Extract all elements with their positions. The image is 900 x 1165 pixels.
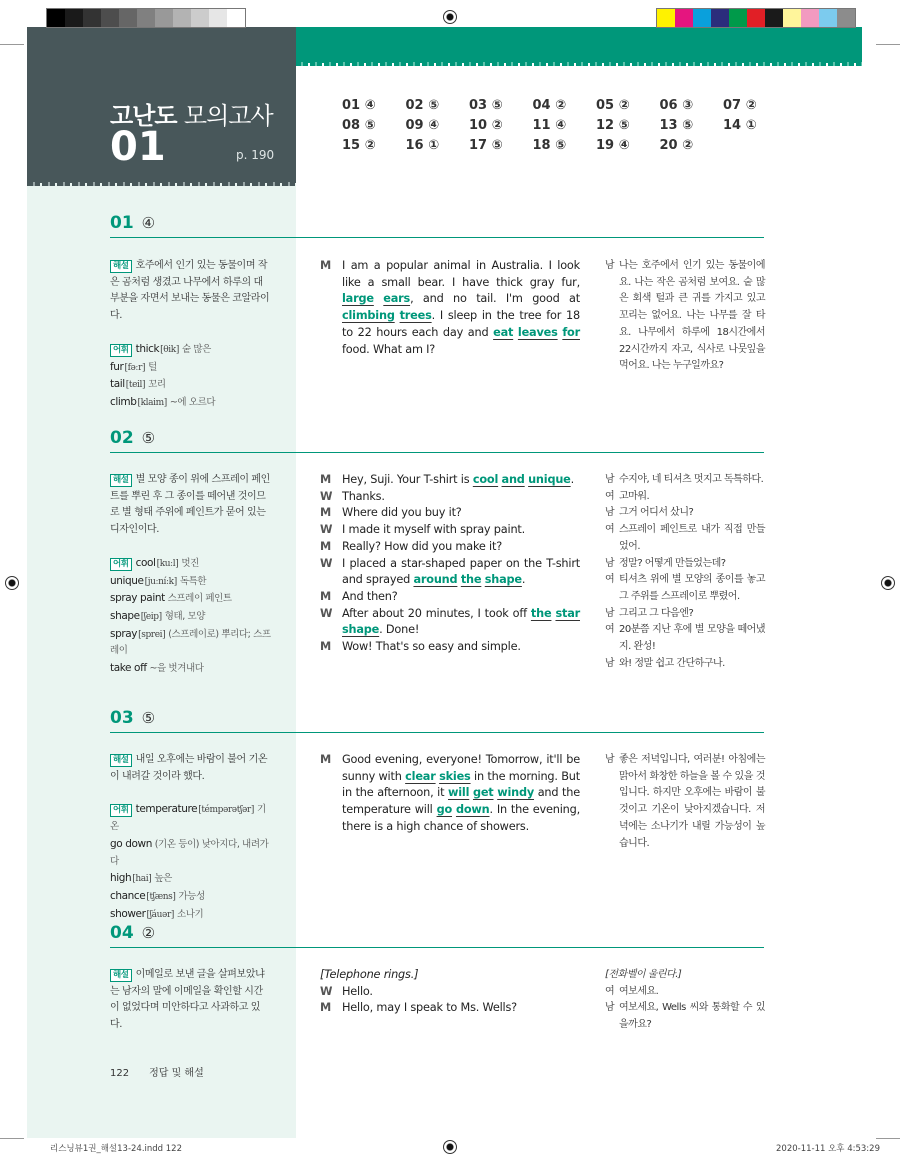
color-swatch <box>83 9 101 27</box>
translation-line <box>605 258 765 375</box>
question-answer: ② <box>141 924 156 942</box>
color-swatch <box>675 9 693 27</box>
key-word: get <box>472 786 494 800</box>
explanation-tag: 해설 <box>110 474 132 487</box>
vocab-item <box>110 626 272 660</box>
key-word: and <box>501 473 525 486</box>
vocab-word: spray <box>110 627 138 640</box>
crop-mark <box>0 1138 24 1139</box>
script-line <box>320 639 580 656</box>
header-band <box>296 27 862 63</box>
text-segment: Hello. <box>342 984 373 998</box>
translation-line <box>605 472 765 489</box>
text-segment: . I sleep in the tree for 18 to 22 hours each day and <box>342 309 580 339</box>
question-answer: ④ <box>141 214 156 232</box>
footer-section-name: 정답 및 해설 <box>149 1068 204 1079</box>
explanation-column <box>110 967 272 1034</box>
script-text <box>342 1000 580 1017</box>
vocab-meaning: 독특한 <box>179 575 207 587</box>
vocab-meaning: 꼬리 <box>148 379 166 391</box>
speaker-label: 남 <box>605 557 615 569</box>
answer-item: 10 ② <box>469 118 503 133</box>
speaker-label: M <box>320 1001 332 1015</box>
vocab-item <box>110 801 272 835</box>
vocab-item <box>110 660 272 678</box>
vocab-item <box>110 836 272 870</box>
script-text <box>342 489 580 506</box>
script-text <box>342 589 580 606</box>
key-word: shape <box>484 573 522 587</box>
translation-line <box>605 505 765 522</box>
question-number: 02 <box>110 428 134 448</box>
translation-column <box>605 967 765 1034</box>
translation-column <box>605 752 765 852</box>
vocab-word: spray paint <box>110 592 165 605</box>
speaker-label: W <box>320 489 333 503</box>
vocab-pronunciation: [fəːr] <box>124 362 146 373</box>
vocab-word: cool <box>135 556 156 569</box>
script-column <box>320 752 580 836</box>
vocab-item <box>110 341 272 359</box>
script-line <box>320 539 580 556</box>
answer-item: 18 ⑤ <box>532 138 567 153</box>
section-heading <box>110 923 764 948</box>
vocab-meaning: 소나기 <box>176 908 204 920</box>
script-text <box>342 752 580 836</box>
text-segment: I am a popular animal in Australia. I look like a small bear. I have thick gray fur, <box>342 259 580 289</box>
color-swatch <box>693 9 711 27</box>
key-word: skies <box>439 769 471 783</box>
vocab-item <box>110 608 272 626</box>
speaker-label: 남 <box>605 657 615 669</box>
key-word: clear <box>405 769 436 783</box>
translation-line <box>605 656 765 673</box>
script-text <box>342 505 580 522</box>
page-reference: p. 190 <box>236 148 275 162</box>
text-segment: After about 20 minutes, I took off <box>342 606 531 620</box>
key-word: for <box>562 325 580 339</box>
explanation-text: 호주에서 인기 있는 동물이며 작은 곰처럼 생겼고 나무에서 하루의 대부분을 자면서 보내는 동물은 코알라이다. <box>110 260 270 322</box>
vocab-word: chance <box>110 889 146 902</box>
speaker-label: 남 <box>605 607 615 619</box>
speaker-label: M <box>320 506 332 520</box>
key-word: unique <box>528 473 571 486</box>
translation-line <box>605 1000 765 1033</box>
question-number: 01 <box>110 213 134 233</box>
speaker-label: M <box>320 259 332 272</box>
text-segment: . <box>521 573 526 587</box>
vocab-word: temperature <box>135 803 198 816</box>
vocab-word: climb <box>110 395 137 408</box>
key-word: ears <box>383 292 411 306</box>
title-light: 모의고사 <box>183 102 273 130</box>
vocab-meaning: 형태, 모양 <box>164 610 206 622</box>
page-footer <box>110 1064 204 1079</box>
vocab-item <box>110 906 272 924</box>
vocab-word: shower <box>110 907 146 920</box>
vocab-pronunciation: [kuːl] <box>156 558 179 569</box>
color-swatch <box>819 9 837 27</box>
text-segment: . In the evening, there is a high chance of showers. <box>342 803 580 833</box>
vocab-pronunciation: [sprei] <box>138 629 166 640</box>
answer-item: 20 ② <box>659 138 694 153</box>
question-number: 04 <box>110 923 134 943</box>
text-segment: Wow! That's so easy and simple. <box>342 640 521 654</box>
vocab-pronunciation: [klaim] <box>137 397 167 408</box>
translation-line <box>605 606 765 623</box>
script-text <box>342 539 580 556</box>
speaker-label: W <box>320 523 333 537</box>
script-text <box>342 556 580 589</box>
speaker-label: 남 <box>605 754 615 765</box>
answer-item: 06 ③ <box>659 98 694 113</box>
vocab-item <box>110 573 272 591</box>
vocab-item <box>110 870 272 888</box>
translation-text: 여보세요. <box>619 985 659 997</box>
answer-item: 03 ⑤ <box>469 98 503 113</box>
vocab-meaning: 숱 많은 <box>181 343 211 355</box>
answer-item: 04 ② <box>532 98 567 113</box>
speaker-label: 남 <box>605 260 615 271</box>
color-swatch <box>227 9 245 27</box>
text-segment: Hey, Suji. Your T-shirt is <box>342 473 473 486</box>
translation-line <box>605 984 765 1001</box>
text-segment: Good evening, everyone! Tomorrow, it'll be sunny with <box>342 753 580 783</box>
vocab-meaning: 털 <box>148 361 157 373</box>
vocab-word: take off <box>110 662 147 675</box>
question-number: 03 <box>110 708 134 728</box>
vocab-item <box>110 555 272 573</box>
color-swatch <box>137 9 155 27</box>
script-column <box>320 258 580 358</box>
text-segment: I made it myself with spray paint. <box>342 523 526 537</box>
text-segment: Where did you buy it? <box>342 506 462 520</box>
speaker-label: W <box>320 606 333 620</box>
vocab-pronunciation: [hai] <box>132 874 152 885</box>
translation-column <box>605 472 765 672</box>
gray-color-bar <box>46 8 246 28</box>
color-swatch <box>101 9 119 27</box>
vocab-tag: 어휘 <box>110 804 132 817</box>
vocab-pronunciation: [juːníːk] <box>144 576 177 587</box>
answer-item: 11 ④ <box>532 118 567 133</box>
translation-line <box>605 556 765 573</box>
text-segment: , and no tail. I'm good at <box>410 292 580 306</box>
vocab-meaning: (스프레이로) 뿌리다; 스프레이 <box>110 628 271 657</box>
registration-mark-icon <box>881 576 895 590</box>
key-word: shape <box>342 623 380 637</box>
script-text <box>342 606 580 639</box>
text-segment: I placed a star-shaped paper on the T-shirt and sprayed <box>342 556 580 587</box>
text-segment: Really? How did you make it? <box>342 539 502 553</box>
vocab-meaning: (기온 등이) 낮아지다, 내려가다 <box>110 838 269 867</box>
text-segment: food. What am I? <box>342 342 436 356</box>
speaker-label: M <box>320 539 332 553</box>
explanation-column <box>110 258 272 412</box>
script-line <box>320 472 580 489</box>
translation-text: 나는 호주에서 인기 있는 동물이에요. 나는 작은 곰처럼 보여요. 숱 많은 회색 털과 큰 귀를 가지고 있고 꼬리는 없어요. 나는 나무를 잘 타요. 나무에서 하루에 18시간에서 22시간까지 자고, 식사로 나뭇잎을 먹어요. 나는 누구일까요? <box>619 260 765 372</box>
key-word: eat <box>493 325 514 339</box>
vocab-word: unique <box>110 574 144 587</box>
speaker-label: M <box>320 589 332 603</box>
script-line <box>320 1000 580 1017</box>
translation-line <box>605 489 765 506</box>
page-number: 122 <box>110 1068 130 1079</box>
answer-item: 14 ① <box>723 118 757 133</box>
vocab-list <box>110 555 272 678</box>
answer-item: 13 ⑤ <box>659 118 694 133</box>
answer-grid <box>342 98 787 153</box>
script-line <box>320 489 580 506</box>
translation-line <box>605 752 765 852</box>
translation-text: 20분쯤 지난 후에 별 모양을 떼어냈지. 완성! <box>619 624 765 653</box>
vocab-meaning: ~을 벗겨내다 <box>149 663 204 675</box>
key-word: the <box>530 606 552 620</box>
speaker-label: M <box>320 473 332 486</box>
color-swatch <box>711 9 729 27</box>
explanation-column <box>110 472 272 678</box>
key-word: will <box>448 786 470 800</box>
translation-line <box>605 522 765 555</box>
slug-datetime: 2020-11-11 오후 4:53:29 <box>776 1144 880 1154</box>
question-answer: ⑤ <box>141 709 156 727</box>
slug-filename: 리스닝뷰1권_해설13-24.indd 122 <box>50 1144 183 1154</box>
vocab-word: tail <box>110 378 125 391</box>
speaker-label: 여 <box>605 574 615 586</box>
vocab-list <box>110 341 272 412</box>
text-segment: And then? <box>342 589 398 603</box>
speaker-label: W <box>320 556 333 570</box>
vocab-word: high <box>110 872 132 885</box>
vocab-pronunciation: [ʃáuər] <box>146 909 174 920</box>
color-swatch <box>119 9 137 27</box>
color-swatch <box>729 9 747 27</box>
vocab-pronunciation: [ʃeip] <box>140 611 162 622</box>
vocab-word: fur <box>110 360 124 373</box>
question-answer: ⑤ <box>141 429 156 447</box>
text-segment: Thanks. <box>342 489 385 503</box>
translation-text: 수지야, 네 티셔츠 멋지고 독특하다. <box>619 474 764 485</box>
color-swatch <box>65 9 83 27</box>
crop-mark <box>0 44 24 45</box>
vocab-word: thick <box>135 342 160 355</box>
script-line <box>320 505 580 522</box>
translation-column <box>605 258 765 375</box>
key-word: climbing <box>342 309 395 323</box>
explanation-tag: 해설 <box>110 754 132 767</box>
key-word: trees <box>399 309 432 323</box>
speaker-label: 여 <box>605 490 615 502</box>
color-swatch <box>155 9 173 27</box>
registration-mark-icon <box>443 10 457 24</box>
test-number: 01 <box>110 124 166 170</box>
answer-item: 05 ② <box>596 98 630 113</box>
vocab-meaning: 높은 <box>154 873 172 885</box>
color-swatch <box>801 9 819 27</box>
translation-line <box>605 622 765 655</box>
speaker-label: 여 <box>605 624 615 636</box>
script-line <box>320 258 580 358</box>
script-text <box>342 639 580 656</box>
answer-item: 12 ⑤ <box>596 118 630 133</box>
key-word: windy <box>497 786 535 800</box>
script-line <box>320 589 580 606</box>
explanation-tag: 해설 <box>110 969 132 982</box>
vocab-list <box>110 801 272 923</box>
script-line <box>320 522 580 539</box>
script-text <box>342 472 580 489</box>
explanation <box>110 752 272 785</box>
color-swatch <box>47 9 65 27</box>
section-heading <box>110 428 764 453</box>
explanation <box>110 967 272 1034</box>
key-word: leaves <box>517 325 558 339</box>
color-swatch <box>657 9 675 27</box>
script-column <box>320 472 580 656</box>
vocab-item <box>110 590 272 608</box>
text-segment: and the temperature will <box>342 786 580 817</box>
speaker-label: 여 <box>605 985 615 997</box>
color-swatch <box>747 9 765 27</box>
vocab-item <box>110 394 272 412</box>
explanation-text: 이메일로 보낸 글을 살펴보았냐는 남자의 말에 이메일을 확인할 시간이 없었다며 미안하다고 사과하고 있다. <box>110 969 265 1031</box>
title-bold: 고난도 <box>110 102 177 130</box>
stage-direction: [Telephone rings.] <box>320 968 419 981</box>
translation-text: 여보세요, Wells 씨와 통화할 수 있을까요? <box>619 1002 765 1031</box>
vocab-tag: 어휘 <box>110 344 132 357</box>
color-swatch <box>783 9 801 27</box>
text-segment: Hello, may I speak to Ms. Wells? <box>342 1001 517 1015</box>
color-swatch <box>173 9 191 27</box>
answer-item: 17 ⑤ <box>469 138 503 153</box>
translation-text: 그리고 그 다음엔? <box>619 607 694 619</box>
script-line <box>320 606 580 639</box>
stage-direction-korean: [전화벨이 울린다.] <box>605 969 682 980</box>
translation-text: 티셔츠 위에 별 모양의 종이를 놓고 그 주위를 스프레이로 뿌렸어. <box>619 574 765 602</box>
vocab-meaning: 스프레이 페인트 <box>167 593 232 605</box>
script-line <box>320 752 580 836</box>
script-text <box>342 984 580 1001</box>
key-word: down <box>455 803 490 817</box>
script-column <box>320 967 580 1017</box>
text-segment <box>374 292 383 305</box>
explanation <box>110 258 272 325</box>
speaker-label: 여 <box>605 524 615 536</box>
vocab-item <box>110 888 272 906</box>
answer-item: 08 ⑤ <box>342 118 376 133</box>
translation-text: 와! 정말 쉽고 간단하구나. <box>619 657 725 669</box>
translation-text: 그거 어디서 샀니? <box>619 507 694 519</box>
script-text <box>342 258 580 358</box>
color-swatch <box>765 9 783 27</box>
vocab-pronunciation: [tʃæns] <box>146 891 176 902</box>
script-text <box>342 522 580 539</box>
translation-text: 좋은 저녁입니다, 여러분! 아침에는 맑아서 화창한 하늘을 볼 수 있을 것입니다. 하지만 오후에는 바람이 불 것이고 기온이 낮아지겠습니다. 저녁에는 소나기가 내릴 가능성이 높습니다. <box>619 754 765 849</box>
speaker-label: 남 <box>605 474 615 485</box>
answer-item: 01 ④ <box>342 98 376 113</box>
speaker-label: 남 <box>605 1002 615 1014</box>
vocab-meaning: 가능성 <box>178 890 205 902</box>
key-word: the <box>460 573 482 587</box>
key-word: cool <box>472 473 499 486</box>
answer-item: 16 ① <box>405 138 440 153</box>
registration-mark-icon <box>5 576 19 590</box>
section-heading <box>110 708 764 733</box>
key-word: large <box>342 292 374 306</box>
key-word: go <box>436 803 453 817</box>
text-segment: . <box>570 473 575 486</box>
vocab-tag: 어휘 <box>110 558 132 571</box>
explanation <box>110 472 272 539</box>
text-segment: . Done! <box>379 623 420 637</box>
crop-mark <box>876 1138 900 1139</box>
registration-mark-icon <box>443 1140 457 1154</box>
answer-item: 02 ⑤ <box>405 98 440 113</box>
explanation-column <box>110 752 272 923</box>
key-word: around <box>413 573 458 587</box>
color-swatch <box>209 9 227 27</box>
vocab-item <box>110 376 272 394</box>
explanation-text: 별 모양 종이 위에 스프레이 페인트를 뿌린 후 그 종이를 떼어낸 것이므로 별 형태 주위에 페인트가 묻어 있는 디자인이다. <box>110 474 270 536</box>
vocab-meaning: ~에 오르다 <box>169 396 216 408</box>
vocab-meaning: 멋진 <box>181 557 199 569</box>
answer-item: 09 ④ <box>405 118 440 133</box>
translation-text: 고마워. <box>619 490 650 502</box>
translation-text: 스프레이 페인트로 내가 직접 만들었어. <box>619 524 765 552</box>
vocab-pronunciation: [teil] <box>125 380 146 391</box>
script-line <box>320 984 580 1001</box>
answer-item: 19 ④ <box>596 138 630 153</box>
vocab-pronunciation: [témpərətʃər] <box>198 805 254 816</box>
vocab-item <box>110 359 272 377</box>
vocab-pronunciation: [θik] <box>160 344 179 355</box>
color-swatch <box>191 9 209 27</box>
speaker-label: M <box>320 640 332 654</box>
translation-text: 정말? 어떻게 만들었는데? <box>619 557 726 569</box>
crop-mark <box>876 44 900 45</box>
speaker-label: 남 <box>605 507 615 519</box>
explanation-text: 내일 오후에는 바람이 불어 기온이 내려갈 것이라 했다. <box>110 754 268 782</box>
vocab-word: go down <box>110 837 152 850</box>
cmyk-color-bar <box>656 8 856 28</box>
script-line <box>320 556 580 589</box>
vocab-meaning: 기온 <box>110 804 266 833</box>
vocab-word: shape <box>110 609 140 622</box>
key-word: star <box>555 606 580 620</box>
speaker-label: M <box>320 753 332 766</box>
answer-item: 15 ② <box>342 138 376 153</box>
explanation-tag: 해설 <box>110 260 132 273</box>
speaker-label: W <box>320 984 333 998</box>
section-heading <box>110 213 764 238</box>
text-segment: in the morning. But in the afternoon, it <box>342 769 580 800</box>
color-swatch <box>837 9 855 27</box>
translation-line <box>605 572 765 605</box>
answer-item: 07 ② <box>723 98 757 113</box>
